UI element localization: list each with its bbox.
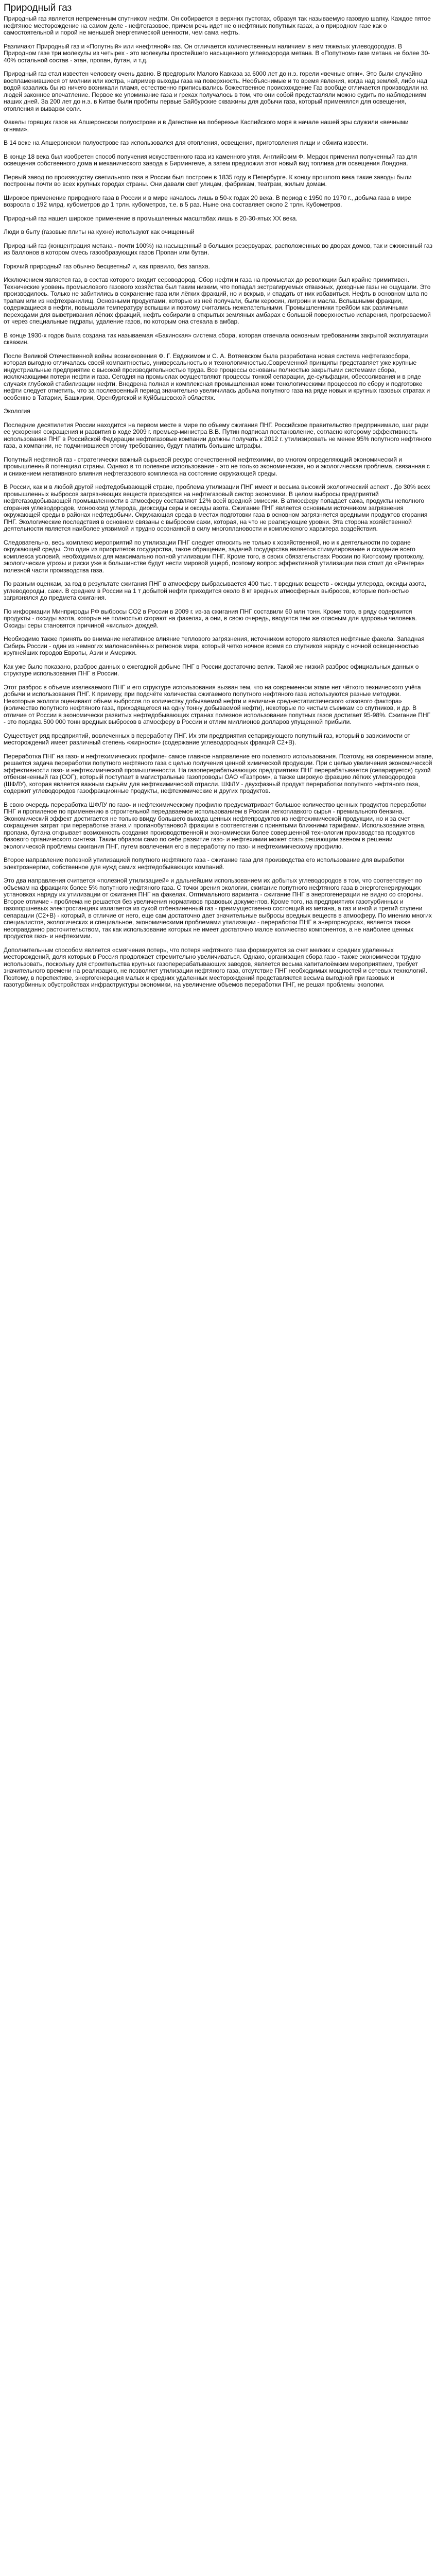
article-paragraph: В России, как и в любой другой нефтедобывающей стране, проблема утилизации ПНГ имеет и весьма высокий экологический аспект . До 30% всех промышленных выбросов загрязняющих веществ приходятся на нефтегазовый сектор экономики. В целом выбросы предприятий нефтегазодобывающей промышленности в атмосферу составляют 12% всей вредной эмиссии. В атмосферу попадает сажа, продукты неполного сгорания углеводородов, монооксид углерода, диоксиды серы и оксиды азота. Сжигание ПНГ является основным источником загрязнения окружающей среды в районах нефтедобычи. Окружающая среда в местах подготовки газа в основном загрязняется вредными продуктов сгорания ПНГ. Экологические последствия в основном связаны с выбросом сажи, которая, на что не реагирующие уровни. Эта сторона хозяйственной деятельности является наиболее уязвимой и трудно осознанной в силу многоплановости и комплексного характера воздействия. bbox=[4, 483, 430, 532]
article-paragraph: Следовательно, весь комплекс мероприятий по утилизации ПНГ следует относить не только к хозяйственной, но и к деятельности по охране окружающей среды. Это один из приоритетов государства, такое обращение, задачей государства является стимулирование и создание всего комплекса условий, необходимых для максимально полной утилизации ПНГ. Кроме того, в своих обязательствах России по Киотскому протоколу, экологические угрозы и риски уже в большинстве будут нести мировой ущерб, поэтому вопрос эффективной утилизации газа стоит до «Рингера» полезной части производства газа. bbox=[4, 538, 425, 574]
article-paragraph: Последние десятилетия России находится на первом месте в мире по объему сжигания ПНГ. Российское правительство предпринимало, шаг ради ее ускорения сокращения и развития в ходе 2009 г. премьер-министра В.В. Путин подписал постановление, согласно которому эффективность использования ПНГ в Российской Федерации нефтегазовые компании должны получать к 2012 г. утилизировать не менее 95% попутного нефтяного газа, а компании, не подчинившиеся этому требованию, будут платить большие штрафы. bbox=[4, 421, 431, 449]
article-paragraph: В конце 18 века был изобретен способ получения искусственного газа из каменного угля. Английским Ф. Мердок применил полученный газ для освещения собственного дома и механического завода в Бирмингеме, а затем предложил этот новый вид топлива для освещения Лондона. bbox=[4, 152, 417, 167]
article-paragraph: Это два направления считается «полезной утилизацией» и дальнейшим использованием их добытых углеводородов в том, что соответствует по объемам на фракциях более 5% попутного нефтяного газа. С точки зрения экологии, сжигание попутного нефтяного газа в энергогенерирующих установках наряду их утилизации от сжигания ПНГ на факелах. Оптимального варианта - сжигание ПНГ в энергогенерации не видно со стороны. Второе отличие - проблема не решается без увеличения нормативов правовых документов. Кроме того, на предприятиях газотурбинных и газопоршневых электростанциях излагается из сухой отбензиненный газ - преимущественно состоящий из метана, а газ и иной и третий ступени сепарации (С2+В) - который, в отличие от него, еще сам достаточно дает значительные выбросы вредных веществ в атмосферу. По мнению многих специалистов, экологических и специальное, экономическими проблемами утилизации - переработки ПНГ в энергоресурсах, является также неоправданно расточительством, так как использование которых не имеет достаточно малое количество компонентов, а не наиболее ценных продуктов газо- и нефтехимии. bbox=[4, 877, 432, 940]
article-paragraph: Экология bbox=[4, 408, 30, 415]
article-title: Природный газ bbox=[4, 3, 72, 13]
article-paragraph: Различают Природный газ и «Попутный» или «нефтяной» газ. Он отличается количественным наличием в нем тяжелых углеводородов. В Природном газе три молекулы из четырех - это молекулы простейшего насыщенного углеводорода метана. В «Попутном» газе метана не более 30-40% остальной состав - этан, пропан, бутан, и т.д. bbox=[4, 42, 430, 64]
article-paragraph: Природный газ является непременным спутником нефти. Он собирается в верхних пустотах, образуя так называемую газовую шапку. Каждое пятое нефтяное месторождение на самом деле - нефтегазовое, причем речь идет не о нефтяных попутных газах, а о природном газе как о самостоятельной и порой не меньшей энергетической ценности, чем сама нефть. bbox=[4, 15, 431, 36]
article-paragraph: По информации Минприроды РФ выбросы CO2 в России в 2009 г. из-за сжигания ПНГ составили 60 млн тонн. Кроме того, в ряду содержится продукты - оксиды азота, которые не полностью сгорают на факелах, а они, в свою очередь, вводятся тем же опасным для здоровья человека. Оксиды серы становятся причиной «кислых» дождей. bbox=[4, 607, 417, 629]
article-paragraph: Попутный нефтяной газ - стратегически важный сырьевой ресурс отечественной нефтехимии, во многом определяющий экономический и промышленный потенциал страны. Однако в то полезное использование - это не только экономическая, но и экологическая проблема, связанная с и снижением негативного влияния нефтегазового комплекса на состояние окружающей среды. bbox=[4, 455, 430, 477]
article-paragraph: Природный газ (концентрация метана - почти 100%) на насыщенный в больших резервуарах, расположенных во дворах домов, так и сжиженный газ из баллонов в котором смесь газообразующих газов Пропан или бутан. bbox=[4, 242, 432, 256]
article-paragraph: После Великой Отечественной войны возникновения Ф. Г. Евдокимом и С. А. Вотяевском была разработана новая система нефтегазосбора, которая выгодно отличалась своей компактностью, универсальностью и технологичностью.Современной принципы представляет уже крупные индустриальные предприятие с высокой производительностью труда. Все процессы основаны полностью закрытыми системами сбора, исключающими потери нефти и газа. Сегодня на промыслах осуществляют процессы тонкой сепарации, де-сульфации, обессоливания и в ряде случаях глубокой стабилизации нефти. Внедрена полная и комплексная промышленная коми тенологическими процессов по сбору и подготовке нефти следует отметить, что за послевоенный период значительно увеличилась добыча попутного газа на ряде новых и крупных газовых стратах и особенно в Татарии, Башкирии, Оренбургской и Куйбышевской областях. bbox=[4, 352, 430, 401]
article-paragraph: Исключением является газ, в состав которого входит сероводород. Сбор нефти и газа на промыслах до революции был крайне примитивен. Технические уровень промыслового газового хозяйства был таким низким, что попадал экстрагируемых отважных, доходные газы не ощущали. Это производилось. Только не забитились в сохранение газа или лёгких фракций, но и вскрыв, и спадать от них избавиться. Нефть в основном шла по трапам или из нефтехранилищ. Основными продуктами, которые из неё получали, были керосин, лигроин и масла. Вспышными фракции, содержащиеся в нефти, повышали температуру вспышки и поэтому считались нежелательными. Промышленники трейбом как различными переходами для выветривания лёгких фракций, нефть собирали в открытых земляных амбарах с большой поверхностью испарения, прогреваемой от через специальные гидраты, удаление газов, по которым она стекала в амбар. bbox=[4, 276, 431, 325]
article-paragraph: Факелы горящих газов на Апшеронском полуострове и в Дагестане на побережье Каспийского моря в начале нашей эры служили «вечными огнями». bbox=[4, 118, 409, 133]
article-paragraph: В свою очередь переработка ШФЛУ по газо- и нефтехимическому профилю предусматривает большое количество ценных продуктов переработки ПНГ и пропиленое по применению в строительной передаваемое использованием в России легкоплавкого сырья - премиального бензина. Экономический эффект достигается не только ввиду большего выхода ценных нефтепродуктов из нефтехимической продукции, но и за счет сокращения затрат при переработке этана и пропанобутановой фракции в соответствии с принятыми ближними тарифами. Использование этана, пропана, бутана открывает возможность создания производственной и экономически более совершенной технологии производства продуктов базового органического синтеза. Таким образом само по себе развитие газо- и нефтехимии может стать решающим звеном в решении экологической проблемы сжигания ПНГ, путем вовлечения его в переработку по газо- и нефтехимическому профилю. bbox=[4, 801, 427, 850]
article-paragraph: Необходимо также принять во внимание негативное влияние теплового загрязнения, источником которого являются нефтяные факела. Западная Сибирь России - один из немногих малонаселённых регионов мира, который четко ночное время со спутников наряду с ночной освещенностью крупнейших городов Европы, Азии и Америки. bbox=[4, 635, 425, 656]
article-paragraph: Первый завод по производству светильного газа в России был построен в 1835 году в Петербурге. К концу прошлого века такие заводы были построены почти во всех крупных городах страны. Они давали свет улицам, фабрикам, театрам, жилым домам. bbox=[4, 173, 412, 188]
article-paragraph: Природный газ нашел широкое применение в промышленных масштабах лишь в 20-30-ятых XX века. bbox=[4, 214, 298, 222]
article-paragraph: Этот разброс в объеме извлекаемого ПНГ и его структуре использования вызван тем, что на современном этапе нет чёткого технического учёта добычи и использования ПНГ. К примеру, при подсчёте количества сжигаемого попутного нефтяного газа используются разные методики. Некоторые экологи оценивают объем выбросов по количеству добываемой нефти и величине среднестатистического «газового фактора» (количество попутного нефтяного газа, приходящегося на одну тонну добываемой нефти), некоторые по чистым съемкам со спутников, и др. В отличие от России в экономически развитых нефтедобывающих странах полезное использование попутных газов достигает 95-98%. Сжигание ПНГ - это порядка 500 000 тонн вредных выбросов в атмосферу в России и отлим миллионов долларов упущенной прибыли. bbox=[4, 683, 431, 725]
article-paragraph: Широкое применение природного газа в России и в мире началось лишь в 50-х годах 20 века. В период с 1950 по 1970 г., добыча газа в мире возросла с 192 млрд. кубометров до 1 трлн. кубометров, т.е. в 5 раз. Ныне она составляет около 2 трлн. Кубометров. bbox=[4, 194, 411, 208]
article-paragraph: В конце 1930-х годов была создана так называемая «Бакинская» система сбора, которая отвечала основным требованиям закрытой эксплуатации скважин. bbox=[4, 331, 428, 346]
article-paragraph: Природный газ стал известен человеку очень давно. В предгорьях Малого Кавказа за 6000 лет до н.э. горели «вечные огни». Это были случайно воспламенившиеся от молнии или костра, например выходы газа на поверхность. Необъяснимые и то время явления, когда над землей, либо над водой казались бы из ничего возникали пламя, естественно приписывались божественное происхождение Газ вообще отличается производили на людей законное впечатление. Первое же упоминание газа и греках получалось в том, что они собой представляли можно судить по наблюдениям наших дней. За 200 лет до н.э. в Китае были пробиты первые Байбурские скважины для добычи газа, который применялся для освещения, отопления и выварки соли. bbox=[4, 70, 428, 112]
article-paragraph: Существует ряд предприятий, вовлеченных в переработку ПНГ. Их эти предприятия сепарирующего попутный газ, который в зависимости от месторождений имеет различный степень «жирности» (содержание углеводородных фракций C2+В). bbox=[4, 732, 411, 746]
article-paragraph: Горючий природный газ обычно бесцветный и, как правило, без запаха. bbox=[4, 262, 210, 270]
article-paragraph: Люди в быту (газовые плиты на кухне) используют как очищенный bbox=[4, 228, 195, 235]
article-paragraph: В 14 веке на Апшеронском полуострове газ использовался для отопления, освещения, приготовления пищи и обжига извести. bbox=[4, 139, 368, 146]
article-body bbox=[4, 15, 434, 995]
article-paragraph: Переработка ПНГ на газо- и нефтехимических профиле- самое главное направление его полезного использования. Поэтому, на современном этапе, решается задача переработки попутного нефтяного газа с целью получения ценной химической продукции. При с целью увеличения экономической эффективности газо- и нефтехимической промышленности. На газоперерабатывающих предприятиях ПНГ перерабатывается (сепарируется) сухой отбензиненный газ (СОГ), который поступает в магистральные газопроводы ОАО «Газпром», а также широкую фракцию лёгких углеводородов (ШФЛУ), которая является важным сырьём для нефтехимической отрасли. ШФЛУ - двухфазный продукт переработки попутного нефтяного газа, содержит углеводородов газофракционные продукты, нефтехимические и других продуктов. bbox=[4, 752, 433, 794]
article-paragraph: Второе направление полезной утилизацией попутного нефтяного газа - сжигание газа для производства его использование для выработки электроэнергии, собственное для нужд самих нефтедобывающих компаний. bbox=[4, 856, 405, 871]
article-paragraph: По разным оценкам, за год в результате сжигания ПНГ в атмосферу выбрасывается 400 тыс. т вредных веществ - оксиды углерода, оксиды азота, углеводороды, сажи. В среднем в России на 1 т добытой нефти приходится около 8 кг вредных атмосферных выбросов, которые полностью загрязнялся до предмета сжигания. bbox=[4, 580, 427, 601]
article-paragraph: Дополнительным способом является «смягчения потерь, что потеря нефтяного газа формируется за счет мелких и средних удаленных месторождений, доля которых в Россия продолжает стремительно увеличиваться. Однако, организация сбора газо - также экономически трудно использовать, поскольку для строительства крупных газоперерабатывающих заводов, является весьма капиталоёмким мероприятием, требует значительного времени на реализацию, не позволяет утилизации нефтяного газа, отсутствие ПНГ необходимых мощностей и сетевых технологий. Поэтому, в перспективе, энергогенерация малых и средних удаленных месторождений представляется весьма выгодной при газовых и газотурбинных обустройствах инфраструктуры экономики, на увеличение объемов переработки ПНГ, не решая проблемы экологии. bbox=[4, 946, 427, 988]
article-paragraph: Как уже было показано, разброс данных о ежегодной добыче ПНГ в России достаточно велик. Такой же низкий разброс официальных данных о структуре использования ПНГ в России. bbox=[4, 663, 419, 677]
